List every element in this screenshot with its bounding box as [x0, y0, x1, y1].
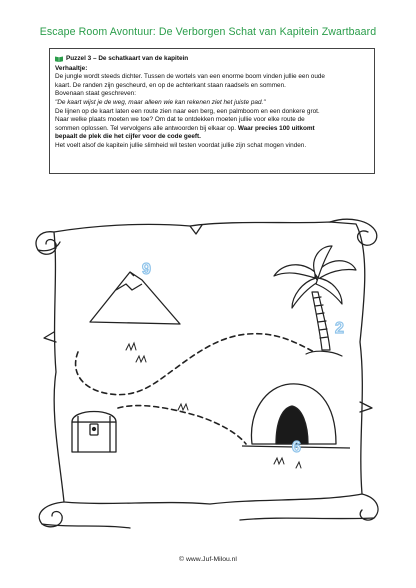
treasure-chest [72, 412, 116, 453]
puzzle-title: Puzzel 3 – De schatkaart van de kapitein [66, 55, 189, 62]
story-emphasis: Waar precies 100 uitkomt [237, 124, 315, 132]
story-line [55, 125, 369, 134]
footer-credit: © www.Juf-Milou.nl [179, 556, 237, 563]
cave-number: 6 [292, 439, 301, 456]
mountain-number: 9 [142, 261, 151, 278]
story-line: De lijnen op de kaart laten een route zien naar een berg, een palmboom en een donkere grot. [55, 107, 320, 115]
story-heading: Verhaaltje: [55, 64, 88, 72]
scroll-curl-bottom [39, 502, 64, 527]
story-line: De jungle wordt steeds dichter. Tussen de wortels van een enorme boom vinden jullie een oude [55, 73, 325, 81]
story-emphasis: bepaalt de plek die het cijfer voor de code geeft. [55, 133, 201, 141]
story-box [49, 48, 375, 174]
book-icon [55, 56, 63, 62]
puzzle-heading [55, 55, 369, 64]
story-line: kaart. De randen zijn gescheurd, en op de achterkant staan raadsels en sommen. [55, 81, 286, 89]
story-line: Bovenaan staat geschreven: [55, 90, 137, 98]
story-line: Naar welke plaats moeten we toe? Om dat te ontdekken moeten jullie voor elke route de [55, 116, 305, 124]
story-text: sommen oplossen. Tel vervolgens alle antwoorden bij elkaar op. [55, 124, 238, 132]
palm-number: 2 [335, 320, 344, 337]
page-title: Escape Room Avontuur: De Verborgen Schat van Kapitein Zwartbaard [39, 26, 377, 38]
treasure-map [30, 212, 386, 532]
mountain [90, 272, 180, 324]
story-line: Het voelt alsof de kapitein jullie slimheid wil testen voordat jullie zijn schat mogen vinden. [55, 141, 307, 149]
story-quote: "De kaart wijst je de weg, maar alleen wie kan rekenen ziet het juiste pad." [55, 98, 266, 106]
